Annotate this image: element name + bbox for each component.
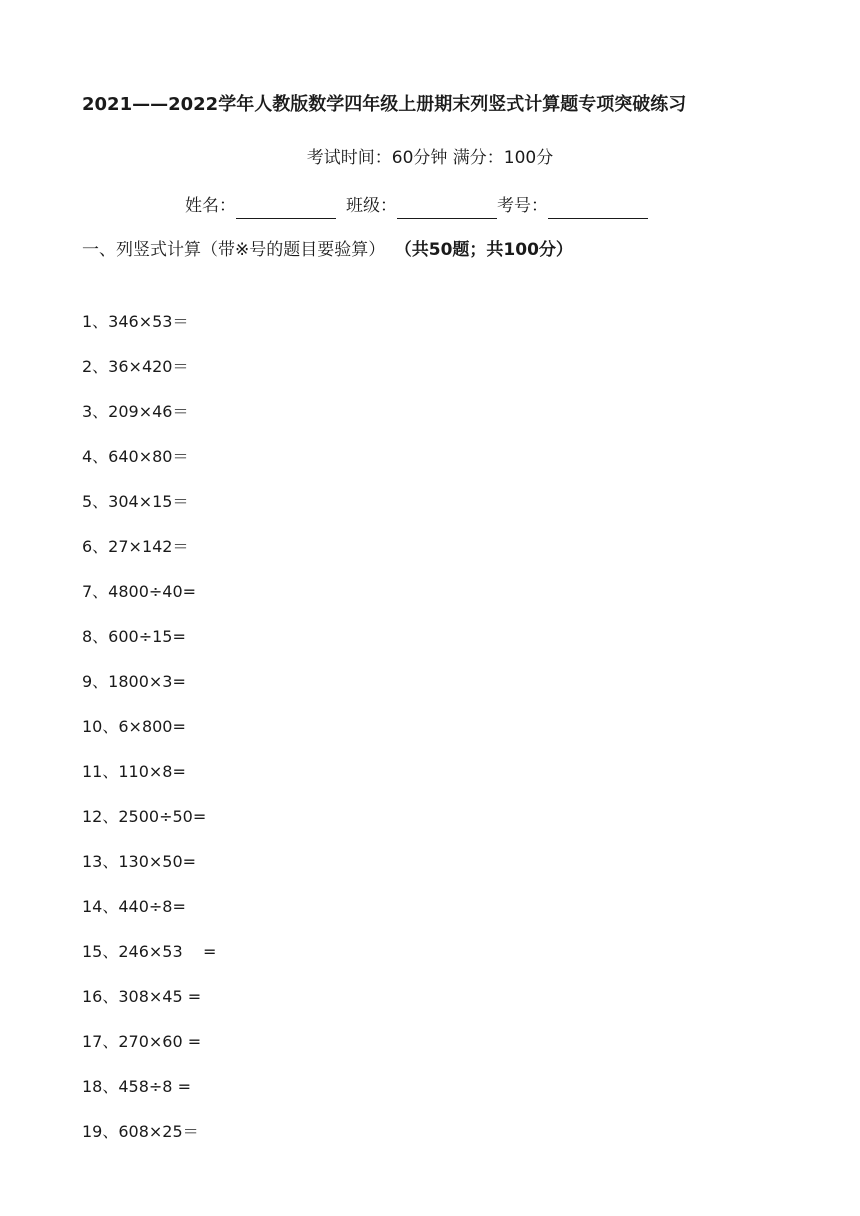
problem-item: 18、458÷8 =: [82, 1077, 191, 1096]
problem-item: 2、36×420＝: [82, 357, 189, 376]
problem-item: 13、130×50=: [82, 852, 197, 871]
name-blank[interactable]: [236, 198, 336, 219]
problem-item: 5、304×15＝: [82, 492, 189, 511]
problem-item: 14、440÷8=: [82, 897, 186, 916]
id-label: 考号：: [497, 196, 548, 216]
problem-item: 8、600÷15=: [82, 627, 186, 646]
student-info-line: [185, 193, 648, 219]
problem-item: 1、346×53＝: [82, 312, 189, 331]
section-heading: [82, 237, 573, 263]
class-label: 班级：: [346, 196, 397, 216]
document-title: 2021——2022学年人教版数学四年级上册期末列竖式计算题专项突破练习: [82, 94, 687, 115]
problem-item: 3、209×46＝: [82, 402, 189, 421]
problem-item: 16、308×45 =: [82, 987, 202, 1006]
problem-item: 15、246×53 =: [82, 942, 217, 961]
problem-item: 7、4800÷40=: [82, 582, 197, 601]
problem-item: 17、270×60 =: [82, 1032, 202, 1051]
problem-item: 6、27×142＝: [82, 537, 189, 556]
id-blank[interactable]: [548, 198, 648, 219]
problem-item: 12、2500÷50=: [82, 807, 207, 826]
section-summary: （共50题；共100分）: [403, 240, 573, 260]
exam-info: 考试时间：60分钟 满分：100分: [306, 148, 554, 168]
section-title: 一、列竖式计算（带※号的题目要验算）: [82, 240, 386, 260]
problem-item: 4、640×80＝: [82, 447, 189, 466]
class-blank[interactable]: [397, 198, 497, 219]
problem-item: 9、1800×3=: [82, 672, 186, 691]
name-label: 姓名：: [185, 196, 236, 216]
problem-item: 10、6×800=: [82, 717, 186, 736]
problem-item: 19、608×25＝: [82, 1122, 199, 1141]
problem-item: 11、110×8=: [82, 762, 186, 781]
